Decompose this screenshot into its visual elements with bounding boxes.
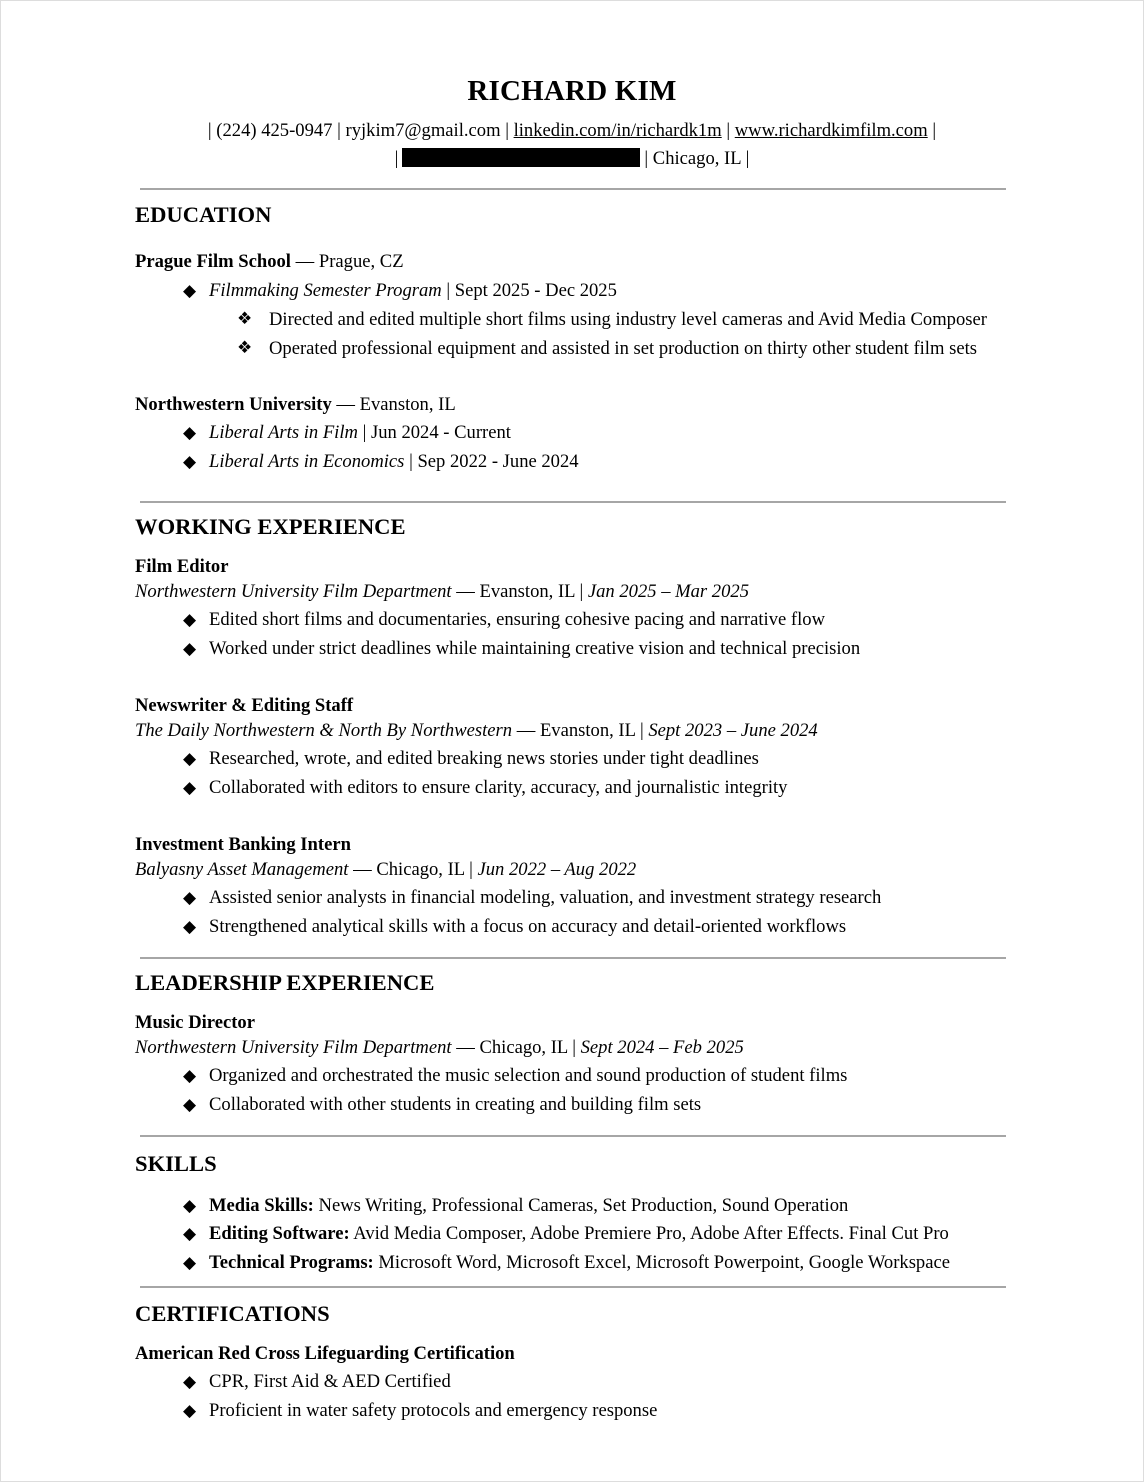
job-title: Film Editor (135, 556, 229, 577)
list-item: Assisted senior analysts in financial modeling, valuation, and investment strategy research (209, 887, 882, 908)
list-item: Liberal Arts in Economics | Sep 2022 - June 2024 (209, 451, 579, 472)
diamond-bullet-icon: ◆ (183, 610, 197, 629)
page-title: RICHARD KIM (467, 75, 677, 107)
divider (140, 957, 1006, 959)
fancy-bullet-icon: ❖ (237, 338, 253, 357)
certification-name: American Red Cross Lifeguarding Certification (135, 1343, 515, 1364)
diamond-bullet-icon: ◆ (183, 1066, 197, 1085)
linkedin-link[interactable]: linkedin.com/in/richardk1m (513, 120, 722, 141)
list-item: Collaborated with editors to ensure clarity, accuracy, and journalistic integrity (209, 777, 788, 798)
leadership-heading: LEADERSHIP EXPERIENCE (135, 970, 435, 995)
job-meta: Balyasny Asset Management — Chicago, IL | Jun 2022 – Aug 2022 (135, 859, 637, 880)
diamond-bullet-icon: ◆ (183, 639, 197, 658)
divider (140, 501, 1006, 503)
contact-line-2: | | Chicago, IL | (394, 148, 750, 169)
list-item: Proficient in water safety protocols and emergency response (209, 1400, 658, 1421)
list-item: Edited short films and documentaries, ensuring cohesive pacing and narrative flow (209, 609, 825, 630)
list-item: CPR, First Aid & AED Certified (209, 1371, 451, 1392)
skills-heading: SKILLS (135, 1151, 217, 1176)
diamond-bullet-icon: ◆ (183, 1196, 197, 1215)
job-title: Newswriter & Editing Staff (135, 695, 354, 716)
divider (140, 1135, 1006, 1137)
diamond-bullet-icon: ◆ (183, 749, 197, 768)
job-meta: The Daily Northwestern & North By Northwestern — Evanston, IL | Sept 2023 – June 2024 (135, 720, 818, 741)
phone: (224) 425-0947 (216, 120, 333, 141)
school-prague: Prague Film School — Prague, CZ (135, 251, 404, 272)
list-item: Operated professional equipment and assisted in set production on thirty other student film sets (269, 338, 977, 359)
list-item: Media Skills: News Writing, Professional Cameras, Set Production, Sound Operation (209, 1195, 849, 1216)
list-item: Editing Software: Avid Media Composer, Adobe Premiere Pro, Adobe After Effects. Final Cut Pro (209, 1223, 949, 1244)
job-meta: Northwestern University Film Department — Chicago, IL | Sept 2024 – Feb 2025 (135, 1037, 744, 1058)
school-northwestern: Northwestern University — Evanston, IL (135, 394, 456, 415)
diamond-bullet-icon: ◆ (183, 888, 197, 907)
contact-line-1: | (224) 425-0947 | ryjkim7@gmail.com | linkedin.com/in/richardk1m | www.richardkimfilm.com | (207, 120, 937, 141)
job-title: Investment Banking Intern (135, 834, 351, 855)
diamond-bullet-icon: ◆ (183, 917, 197, 936)
diamond-bullet-icon: ◆ (183, 1224, 197, 1243)
email[interactable]: ryjkim7@gmail.com (345, 120, 501, 141)
list-item: Researched, wrote, and edited breaking news stories under tight deadlines (209, 748, 759, 769)
list-item: Organized and orchestrated the music selection and sound production of student films (209, 1065, 848, 1086)
job-title: Music Director (135, 1012, 255, 1033)
list-item: Liberal Arts in Film | Jun 2024 - Current (209, 422, 511, 443)
divider (140, 1286, 1006, 1288)
diamond-bullet-icon: ◆ (183, 778, 197, 797)
diamond-bullet-icon: ◆ (183, 1253, 197, 1272)
education-heading: EDUCATION (135, 202, 272, 227)
list-item: Technical Programs: Microsoft Word, Microsoft Excel, Microsoft Powerpoint, Google Workspace (209, 1252, 950, 1273)
working-experience-heading: WORKING EXPERIENCE (135, 514, 406, 539)
fancy-bullet-icon: ❖ (237, 309, 253, 328)
list-item: Worked under strict deadlines while maintaining creative vision and technical precision (209, 638, 861, 659)
list-item: Strengthened analytical skills with a focus on accuracy and detail-oriented workflows (209, 916, 847, 937)
list-item: Filmmaking Semester Program | Sept 2025 - Dec 2025 (209, 280, 617, 301)
diamond-bullet-icon: ◆ (183, 423, 197, 442)
divider (140, 188, 1006, 190)
location: Chicago, IL (652, 148, 741, 169)
list-item: Directed and edited multiple short films using industry level cameras and Avid Media Composer (269, 309, 987, 330)
certifications-heading: CERTIFICATIONS (135, 1301, 330, 1326)
website-link[interactable]: www.richardkimfilm.com (734, 120, 928, 141)
diamond-bullet-icon: ◆ (183, 281, 197, 300)
diamond-bullet-icon: ◆ (183, 1372, 197, 1391)
diamond-bullet-icon: ◆ (183, 1401, 197, 1420)
diamond-bullet-icon: ◆ (183, 1095, 197, 1114)
diamond-bullet-icon: ◆ (183, 452, 197, 471)
job-meta: Northwestern University Film Department — Evanston, IL | Jan 2025 – Mar 2025 (135, 581, 749, 602)
redaction-block (402, 148, 640, 167)
list-item: Collaborated with other students in creating and building film sets (209, 1094, 702, 1115)
